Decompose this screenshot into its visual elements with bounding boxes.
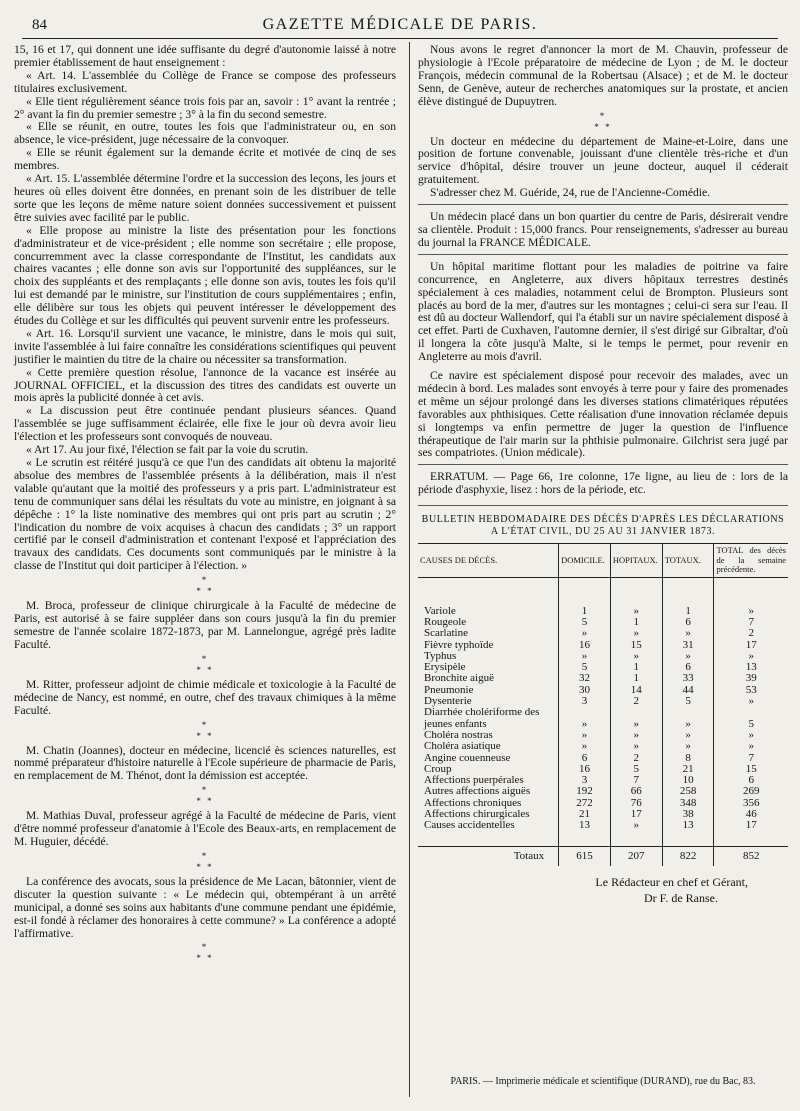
count-cell: 1 [559, 577, 611, 617]
journal-title: GAZETTE MÉDICALE DE PARIS. [262, 16, 538, 33]
table-row [418, 741, 788, 752]
count-cell: 6 [714, 775, 788, 786]
count-cell: » [610, 820, 662, 831]
count-cell: » [559, 719, 611, 730]
signature: Le Rédacteur en chef et Gérant, Dr F. de Ranse. [595, 874, 748, 905]
count-cell: » [610, 730, 662, 741]
section-separator-stars: * * * [196, 653, 214, 675]
table-row [418, 685, 788, 696]
count-cell: 5 [610, 764, 662, 775]
column-header: TOTAL des décès de la semaine précédente. [714, 544, 788, 578]
count-cell: » [662, 730, 714, 741]
count-cell: 39 [714, 673, 788, 684]
paragraph: Un médecin placé dans un bon quartier du centre de Paris, désirerait vendre sa clientèle. Produit : 15,000 francs. Pour renseignements, s'adresser au bureau du journal la FRANCE MÉDICALE. [418, 210, 788, 249]
paragraph: « Elle propose au ministre la liste des présentation pour les fonctions d'administrateur et de vice-président ; elle nomme son secrétaire ; elle propose, concurremment avec la classe correspondante de l'Institut, les candidats aux chaires vacantes ; elle donne son avis sur l'opportunité des suppléances, sur le choix des suppléants et des remplaçants ; elle donne son avis, toutes les fois qu'il lui est demandé par le ministre, sur l'institution de cours supplémentaires ; enfin, elle délibère sur tous les objets qui peuvent intéresser le développement des études du Collège et sur les difficultés qui peuvent survenir entre les professeurs. [14, 223, 396, 328]
count-cell: 17 [610, 809, 662, 820]
count-cell: 66 [610, 786, 662, 797]
totals-row [418, 846, 788, 866]
cause-cell: Causes accidentelles [424, 819, 515, 832]
paragraph: « Art. 15. L'assemblée détermine l'ordre et la succession des leçons, les jours et heures où elles doivent être données, en prenant soin de les distribuer de telle sorte que les leçons de même nature soient données successivement et puissent être suivies avec facilité par le public. [14, 172, 396, 224]
count-cell: 44 [662, 685, 714, 696]
erratum: ERRATUM. — Page 66, 1re colonne, 17e ligne, au lieu de : lors de la période d'asphyxie, lisez : hors de la période, etc. [418, 470, 788, 497]
table-row [418, 753, 788, 764]
paragraph: « Elle tient régulièrement séance trois fois par an, savoir : 1° avant la rentrée ; 2° avant la fin du premier semestre ; 3° à la fin du second semestre. [14, 94, 396, 121]
paragraph: M. Chatin (Joannes), docteur en médecine, licencié ès sciences naturelles, est nommé préparateur d'histoire naturelle à l'Ecole supérieure de pharmacie de Paris, en remplacement de M. Thénot, dont la démission est acceptée. [14, 743, 396, 783]
paragraph: « Cette première question résolue, l'annonce de la vacance est insérée au JOURNAL OFFICIEL, et la discussion des titres des candidats est ouverte un mois après la publicité donnée à cet avis. [14, 365, 396, 405]
cause-cell: jeunes enfants [424, 717, 487, 730]
count-cell: 8 [662, 753, 714, 764]
count-cell: 258 [662, 786, 714, 797]
count-cell: 7 [714, 753, 788, 764]
count-cell: 13 [714, 662, 788, 673]
count-cell: » [610, 719, 662, 730]
separator-rule [418, 464, 788, 465]
count-cell: 3 [559, 775, 611, 786]
section-separator-stars: * * * [196, 575, 214, 597]
paragraph: « Art. 16. Lorsqu'il survient une vacance, le ministre, dans le mois qui suit, invite l'assemblée à lui faire connaître les considérations scientifiques qui peuvent justifier le maintien du titre de la chaire ou nécessiter sa transformation. [14, 326, 396, 366]
table-row [418, 640, 788, 651]
bulletin-title: BULLETIN HEBDOMADAIRE DES DÉCÈS D'APRÈS LES DÉCLARATIONS A L'ÉTAT CIVIL, DU 25 AU 31 JANVIER 1873. [421, 514, 785, 537]
count-cell: 10 [662, 775, 714, 786]
count-cell: 272 [559, 798, 611, 809]
cause-cell: Affections puerpérales [424, 774, 524, 787]
count-cell: 192 [559, 786, 611, 797]
paragraph: « La discussion peut être continuée pendant plusieurs séances. Quand l'assemblée se juge suffisamment éclairée, elle fixe le jour où devra avoir lieu l'élection et les professeurs sont convoqués de nouveau. [14, 404, 396, 444]
section-separator-stars: * * * [196, 942, 214, 964]
count-cell: » [662, 741, 714, 752]
count-cell: » [559, 741, 611, 752]
header-rule [22, 38, 778, 39]
total-cell: 207 [610, 846, 662, 866]
table-row [418, 707, 788, 718]
count-cell: 13 [662, 820, 714, 831]
count-cell: 1 [610, 662, 662, 673]
table-row [418, 628, 788, 639]
count-cell: 356 [714, 798, 788, 809]
count-cell: 3 [559, 696, 611, 707]
total-cell: 615 [559, 846, 611, 866]
paragraph: M. Broca, professeur de clinique chirurgicale à la Faculté de médecine de Paris, est autorisé à se faire suppléer dans son cours jusqu'à la fin du premier semestre de l'année scolaire 1872-1873, par M. Lannelongue, agrégé près ladite Faculté. [14, 599, 396, 651]
table-row [418, 617, 788, 628]
separator-rule [418, 204, 788, 205]
total-cell: 852 [714, 846, 788, 866]
cause-cell: Diarrhée cholériforme des [424, 706, 540, 719]
separator-rule [418, 254, 788, 255]
cause-cell: Variole [424, 604, 456, 617]
count-cell: » [714, 577, 788, 617]
count-cell: 16 [559, 640, 611, 651]
count-cell: 30 [559, 685, 611, 696]
count-cell [610, 707, 662, 718]
section-separator-stars: * * * [196, 719, 214, 741]
count-cell: 2 [610, 696, 662, 707]
count-cell: 1 [610, 617, 662, 628]
count-cell: 5 [662, 696, 714, 707]
count-cell: 53 [714, 685, 788, 696]
cause-cell: Choléra asiatique [424, 740, 501, 753]
cause-cell: Pneumonie [424, 683, 474, 696]
paragraph: Un hôpital maritime flottant pour les maladies de poitrine va faire concurrence, en Angleterre, aux divers hôpitaux terrestres destinés spécialement à ces maladies, notamment celui de Brompton. Plusieurs sont placés au bord de la mer, d'autres sur les montagnes ; celui-ci sera sur l'eau. Il est dû au docteur Wallendorf, qui l'a établi sur un navire spécialement disposé à cet effet. Parti de Cuxhaven, l'automne dernier, il s'est dirigé sur Gibraltar, d'où il longera la côte jusqu'à Malte, si le temps le permet, pour revenir en Angleterre au mois d'avril. [418, 259, 788, 364]
count-cell: » [714, 651, 788, 662]
count-cell: » [662, 651, 714, 662]
count-cell: 17 [714, 820, 788, 831]
total-cell: 822 [662, 846, 714, 866]
count-cell: 21 [559, 809, 611, 820]
count-cell: 33 [662, 673, 714, 684]
count-cell: 46 [714, 809, 788, 820]
count-cell: » [610, 651, 662, 662]
column-header: CAUSES DE DÉCÈS. [418, 544, 559, 578]
count-cell: 31 [662, 640, 714, 651]
count-cell: 348 [662, 798, 714, 809]
count-cell: 269 [714, 786, 788, 797]
count-cell [559, 707, 611, 718]
count-cell: » [610, 577, 662, 617]
separator-rule [418, 505, 788, 506]
count-cell: » [662, 719, 714, 730]
column-header: DOMICILE. [559, 544, 611, 578]
paragraph: Nous avons le regret d'annoncer la mort de M. Chauvin, professeur de physiologie à l'Ecole préparatoire de médecine de Lyon ; de M. le docteur François, médecin communal de la Robertsau (Alsace) ; et de M. le docteur Senn, de Genève, auteur de recherches anatomiques sur la prostate, et ancien élève distingué de Dupuytren. [418, 43, 788, 108]
count-cell [662, 707, 714, 718]
count-cell: 2 [610, 753, 662, 764]
count-cell: 76 [610, 798, 662, 809]
count-cell: » [559, 730, 611, 741]
cause-cell: Typhus [424, 649, 457, 662]
cause-cell: Choléra nostras [424, 728, 493, 741]
page-number: 84 [32, 17, 47, 33]
column-divider [409, 42, 410, 1097]
count-cell: 32 [559, 673, 611, 684]
paragraph: La conférence des avocats, sous la présidence de Me Lacan, bâtonnier, vient de discuter la question suivante : « Le médecin qui, obtempérant à un arrêté municipal, a donné ses soins aux habitants d'une commune pendant une épidémie, est-il fondé à réclamer des honoraires à cette commune? » La conférence a adopté l'affirmative. [14, 874, 396, 940]
count-cell: 6 [662, 662, 714, 673]
count-cell: 6 [662, 617, 714, 628]
count-cell: 7 [714, 617, 788, 628]
column-header: TOTAUX. [662, 544, 714, 578]
count-cell: » [559, 628, 611, 639]
table-row [418, 820, 788, 831]
paragraph: « Elle se réunit également sur la demande écrite et motivée de cinq de ses membres. [14, 146, 396, 173]
count-cell: 15 [714, 764, 788, 775]
count-cell: 1 [610, 673, 662, 684]
count-cell: 38 [662, 809, 714, 820]
section-separator-stars: * * * [594, 110, 612, 132]
section-separator-stars: * * * [196, 850, 214, 872]
paragraph: M. Mathias Duval, professeur agrégé à la Faculté de médecine de Paris, vient d'être nommé professeur d'anatomie à l'Ecole des Beaux-arts, en remplacement de M. Huguier, décédé. [14, 809, 396, 849]
count-cell: » [714, 696, 788, 707]
count-cell: 2 [714, 628, 788, 639]
death-statistics-table [418, 543, 788, 866]
count-cell: 1 [662, 577, 714, 617]
paragraph: Un docteur en médecine du département de Maine-et-Loire, dans une position de fortune convenable, jouissant d'une clientèle très-riche et d'un service d'hôpital, désire trouver un jeune docteur, auquel il céderait gratuitement. [418, 134, 788, 187]
cause-cell: Dysenterie [424, 695, 472, 708]
count-cell: 21 [662, 764, 714, 775]
cause-cell: Bronchite aiguë [424, 672, 494, 685]
paragraph: M. Ritter, professeur adjoint de chimie médicale et toxicologie à la Faculté de médecine de Nancy, est nommé, en outre, chef des travaux chimiques à la même Faculté. [14, 677, 396, 717]
count-cell: » [714, 730, 788, 741]
count-cell: 5 [559, 617, 611, 628]
cause-cell: Autres affections aiguës [424, 785, 531, 798]
cause-cell: Erysipèle [424, 661, 466, 674]
cause-cell: Rougeole [424, 615, 467, 628]
count-cell: 14 [610, 685, 662, 696]
page-header [22, 14, 778, 40]
printer-footer: PARIS. — Imprimerie médicale et scientifique (DURAND), rue du Bac, 83. [450, 1076, 756, 1087]
section-separator-stars: * * * [196, 785, 214, 807]
count-cell: » [559, 651, 611, 662]
count-cell: 5 [714, 719, 788, 730]
paragraph: 15, 16 et 17, qui donnent une idée suffisante du degré d'autonomie laissé à notre premier établissement de haut enseignement : [14, 43, 396, 69]
totals-label: Totaux [418, 846, 559, 866]
paragraph: « Elle se réunit, en outre, toutes les fois que l'administrateur ou, en son absence, le vice-président, juge nécessaire de la convoquer. [14, 120, 396, 147]
cause-cell: Scarlatine [424, 627, 468, 640]
count-cell: 7 [610, 775, 662, 786]
table-row [418, 651, 788, 662]
paragraph: S'adresser chez M. Guéride, 24, rue de l'Ancienne-Comédie. [430, 186, 711, 200]
cause-cell: Fièvre typhoïde [424, 638, 494, 651]
count-cell: 16 [559, 764, 611, 775]
count-cell [714, 707, 788, 718]
count-cell: 13 [559, 820, 611, 831]
paragraph: « Le scrutin est réitéré jusqu'à ce que l'un des candidats ait obtenu la majorité absolue des membres de l'assemblée présents à la délibération, mais il n'est valable qu'autant que la moitié des professeurs y a pris part. L'administrateur est tenu de communiquer sans délai les résultats du vote au ministre, en joignant à sa dépêche : 1° la liste nominative des membres qui ont pris part au scrutin ; 2° l'indication du nombre de voix acquises à chacun des candidats ; 3° un rapport certifié par le conseil d'administration et contenant l'exposé et l'appréciation des travaux des candidats. Ces documents sont communiqués par le ministre à la classe de l'Institut qui doit participer à l'élection. » [14, 456, 396, 573]
cause-cell: Affections chirurgicales [424, 808, 530, 821]
cause-cell: Croup [424, 762, 452, 775]
paragraph: Ce navire est spécialement disposé pour recevoir des malades, avec un médecin à bord. Les malades sont envoyés à terre pour y faire des promenades et même un séjour prolongé dans les diverses stations climatériques réputées favorables aux phthisiques. Cette réalisation d'une innovation réclamée depuis si longtemps va enfin permettre de juger la question de l'influence thérapeutique de l'air marin sur la phthisie pulmonaire. Gilchrist sera jugé par ses compatriotes. (Union médicale). [418, 369, 788, 460]
count-cell: 17 [714, 640, 788, 651]
left-column [14, 44, 396, 967]
paragraph: « Art. 14. L'assemblée du Collège de France se compose des professeurs titulaires exclusivement. [14, 68, 396, 95]
table-row [418, 577, 788, 617]
cause-cell: Angine couenneuse [424, 751, 511, 764]
count-cell: 6 [559, 753, 611, 764]
column-header: HOPITAUX. [610, 544, 662, 578]
count-cell: 5 [559, 662, 611, 673]
paragraph: « Art 17. Au jour fixé, l'élection se fait par la voie du scrutin. [26, 443, 309, 457]
count-cell: » [610, 741, 662, 752]
right-column [418, 44, 788, 906]
count-cell: » [662, 628, 714, 639]
count-cell: 15 [610, 640, 662, 651]
count-cell: » [610, 628, 662, 639]
count-cell: » [714, 741, 788, 752]
cause-cell: Affections chroniques [424, 796, 522, 809]
